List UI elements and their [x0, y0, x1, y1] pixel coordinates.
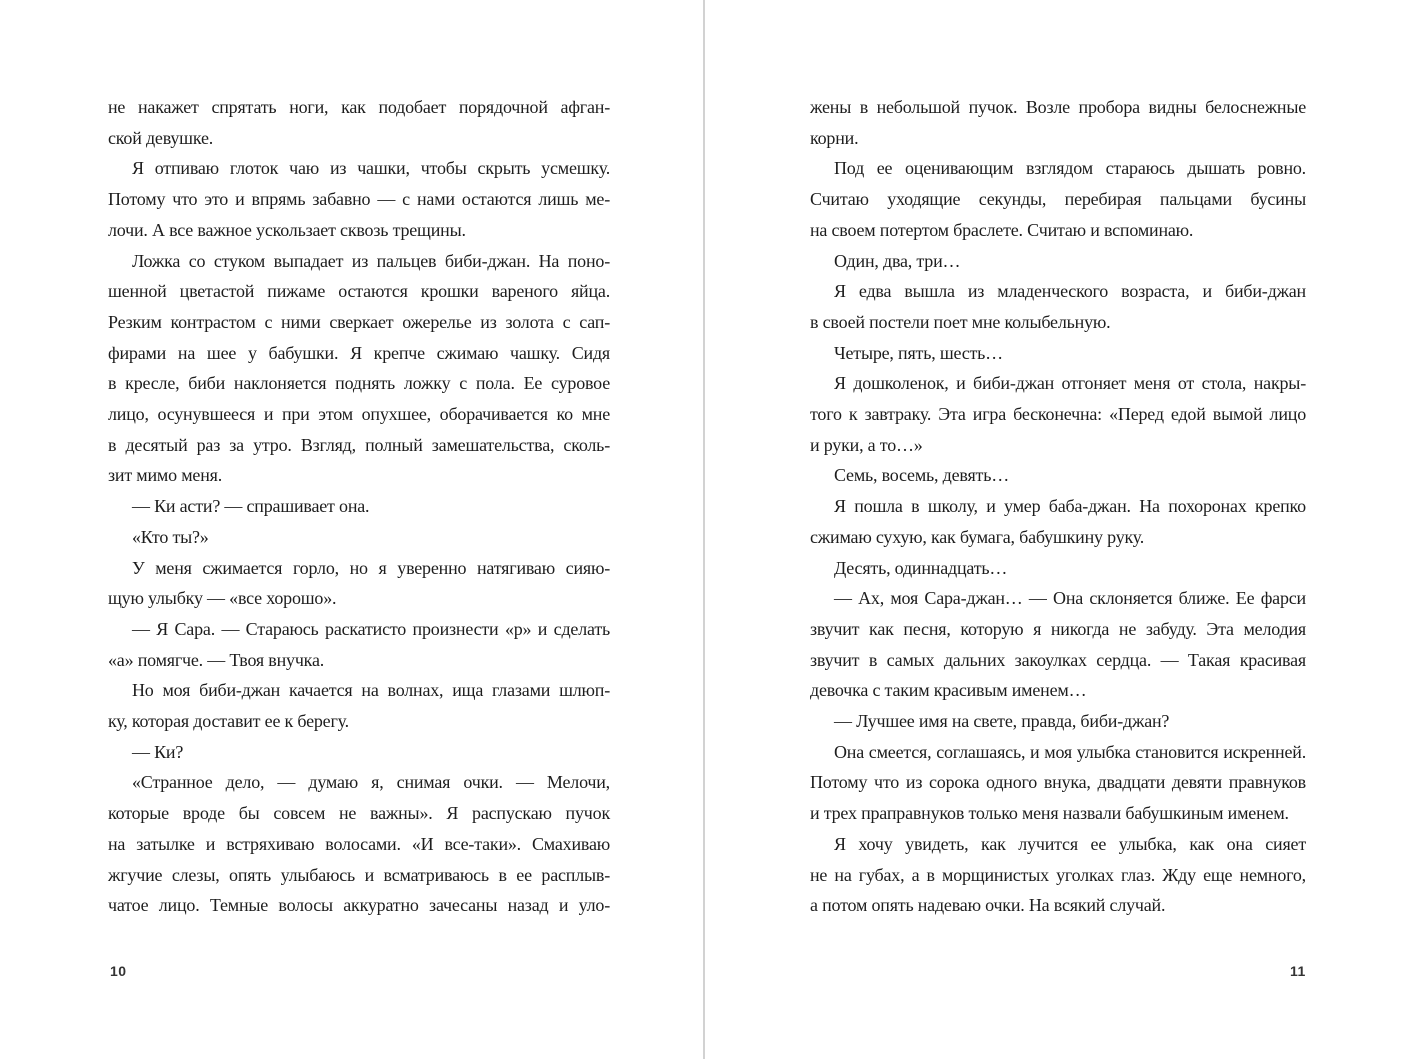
- paragraph: [108, 92, 610, 153]
- text-line: Но моя биби-джан качается на волнах, ища глазами шлюп-: [132, 680, 610, 701]
- text-line: ку, которая доставит ее к берегу.: [108, 711, 349, 732]
- text-line: — Ки?: [132, 741, 184, 762]
- paragraph: [810, 491, 1306, 552]
- text-line: звучит как песня, которую я никогда не забуду. Эта мелодия: [810, 618, 1306, 639]
- text-line: на затылке и встряхиваю волосами. «И все-таки». Смахиваю: [108, 833, 610, 854]
- text-line: зит мимо меня.: [108, 465, 223, 486]
- text-line: которые вроде бы совсем не важны». Я распускаю пучок: [108, 803, 610, 824]
- text-line: в десятый раз за утро. Взгляд, полный замешательства, сколь-: [108, 434, 610, 455]
- paragraph: [810, 706, 1306, 737]
- left-page-text-block: [108, 92, 610, 921]
- paragraph: [810, 276, 1306, 337]
- paragraph: [810, 460, 1306, 491]
- text-line: Ложка со стуком выпадает из пальцев биби-джан. На поно-: [132, 250, 610, 271]
- text-line: того к завтраку. Эта игра бесконечна: «Перед едой вымой лицо: [810, 404, 1306, 425]
- text-line: фирами на шее у бабушки. Я крепче сжимаю чашку. Сидя: [108, 342, 610, 363]
- paragraph: [108, 522, 610, 553]
- text-line: Я дошколенок, и биби-джан отгоняет меня от стола, накры-: [834, 373, 1306, 394]
- text-line: Я пошла в школу, и умер баба-джан. На похоронах крепко: [834, 496, 1306, 517]
- right-page-number: 11: [1290, 963, 1306, 979]
- text-line: Потому что это и впрямь забавно — с нами остаются лишь ме-: [108, 189, 610, 210]
- paragraph: [810, 338, 1306, 369]
- text-line: чатое лицо. Темные волосы аккуратно зачесаны назад и уло-: [108, 895, 610, 916]
- text-line: в своей постели поет мне колыбельную.: [810, 311, 1111, 332]
- text-line: Семь, восемь, девять…: [834, 465, 1010, 486]
- text-line: Один, два, три…: [834, 250, 961, 271]
- paragraph: [108, 675, 610, 736]
- paragraph: [810, 246, 1306, 277]
- paragraph: [810, 583, 1306, 706]
- paragraph: [108, 737, 610, 768]
- text-line: лицо, осунувшееся и при этом опухшее, оборачивается ко мне: [108, 404, 610, 425]
- text-line: на своем потертом браслете. Считаю и вспоминаю.: [810, 219, 1194, 240]
- paragraph: [810, 829, 1306, 921]
- text-line: «Кто ты?»: [132, 526, 209, 547]
- paragraph: [810, 92, 1306, 153]
- text-line: звучит в самых дальних закоулках сердца. — Такая красивая: [810, 649, 1306, 670]
- text-line: девочка с таким красивым именем…: [810, 680, 1087, 701]
- text-line: сжимаю сухую, как бумага, бабушкину руку.: [810, 526, 1145, 547]
- text-line: щую улыбку — «все хорошо».: [108, 588, 337, 609]
- text-line: не накажет спрятать ноги, как подобает порядочной афган-: [108, 97, 610, 117]
- text-line: Я едва вышла из младенческого возраста, и биби-джан: [834, 281, 1306, 302]
- text-line: Под ее оценивающим взглядом стараюсь дышать ровно.: [834, 158, 1306, 179]
- paragraph: [810, 153, 1306, 245]
- text-line: не на губах, а в морщинистых уголках глаз. Жду еще немного,: [810, 864, 1306, 885]
- paragraph: [108, 153, 610, 245]
- paragraph: [108, 767, 610, 921]
- text-line: жены в небольшой пучок. Возле пробора видны белоснежные: [810, 97, 1306, 117]
- text-line: Я отпиваю глоток чаю из чашки, чтобы скрыть усмешку.: [132, 158, 610, 179]
- text-line: У меня сжимается горло, но я уверенно натягиваю сияю-: [132, 557, 610, 578]
- left-page-number: 10: [110, 963, 127, 979]
- paragraph: [810, 368, 1306, 460]
- text-line: Она смеется, соглашаясь, и моя улыбка становится искренней.: [834, 741, 1306, 762]
- text-line: — Ах, моя Сара-джан… — Она склоняется ближе. Ее фарси: [834, 588, 1306, 609]
- text-line: — Ки асти? — спрашивает она.: [132, 496, 370, 517]
- text-line: «а» помягче. — Твоя внучка.: [108, 649, 325, 670]
- paragraph: [108, 614, 610, 675]
- text-line: Десять, одиннадцать…: [834, 557, 1008, 578]
- text-line: — Я Сара. — Стараюсь раскатисто произнести «р» и сделать: [132, 618, 610, 639]
- right-page-text-block: [810, 92, 1306, 921]
- text-line: «Странное дело, — думаю я, снимая очки. — Мелочи,: [132, 772, 610, 793]
- text-line: в кресле, биби наклоняется поднять ложку с пола. Ее суровое: [108, 373, 610, 394]
- text-line: Считаю уходящие секунды, перебирая пальцами бусины: [810, 189, 1306, 210]
- page-gutter-divider: [703, 0, 705, 1059]
- text-line: — Лучшее имя на свете, правда, биби-джан?: [834, 711, 1170, 732]
- paragraph: [108, 491, 610, 522]
- text-line: жгучие слезы, опять улыбаюсь и всматриваюсь в ее расплыв-: [108, 864, 610, 885]
- text-line: Четыре, пять, шесть…: [834, 342, 1003, 363]
- paragraph: [108, 553, 610, 614]
- text-line: ской девушке.: [108, 127, 214, 148]
- paragraph: [810, 553, 1306, 584]
- text-line: и руки, а то…»: [810, 434, 923, 455]
- paragraph: [810, 737, 1306, 829]
- paragraph: [108, 246, 610, 492]
- text-line: лочи. А все важное ускользает сквозь трещины.: [108, 219, 466, 240]
- text-line: корни.: [810, 127, 859, 148]
- text-line: шенной цветастой пижаме остаются крошки вареного яйца.: [108, 281, 610, 302]
- text-line: Потому что из сорока одного внука, двадцати девяти правнуков: [810, 772, 1306, 793]
- text-line: а потом опять надеваю очки. На всякий случай.: [810, 895, 1166, 916]
- text-line: Я хочу увидеть, как лучится ее улыбка, как она сияет: [834, 833, 1306, 854]
- text-line: Резким контрастом с ними сверкает ожерелье из золота с сап-: [108, 311, 610, 332]
- text-line: и трех праправнуков только меня назвали бабушкиным именем.: [810, 803, 1289, 824]
